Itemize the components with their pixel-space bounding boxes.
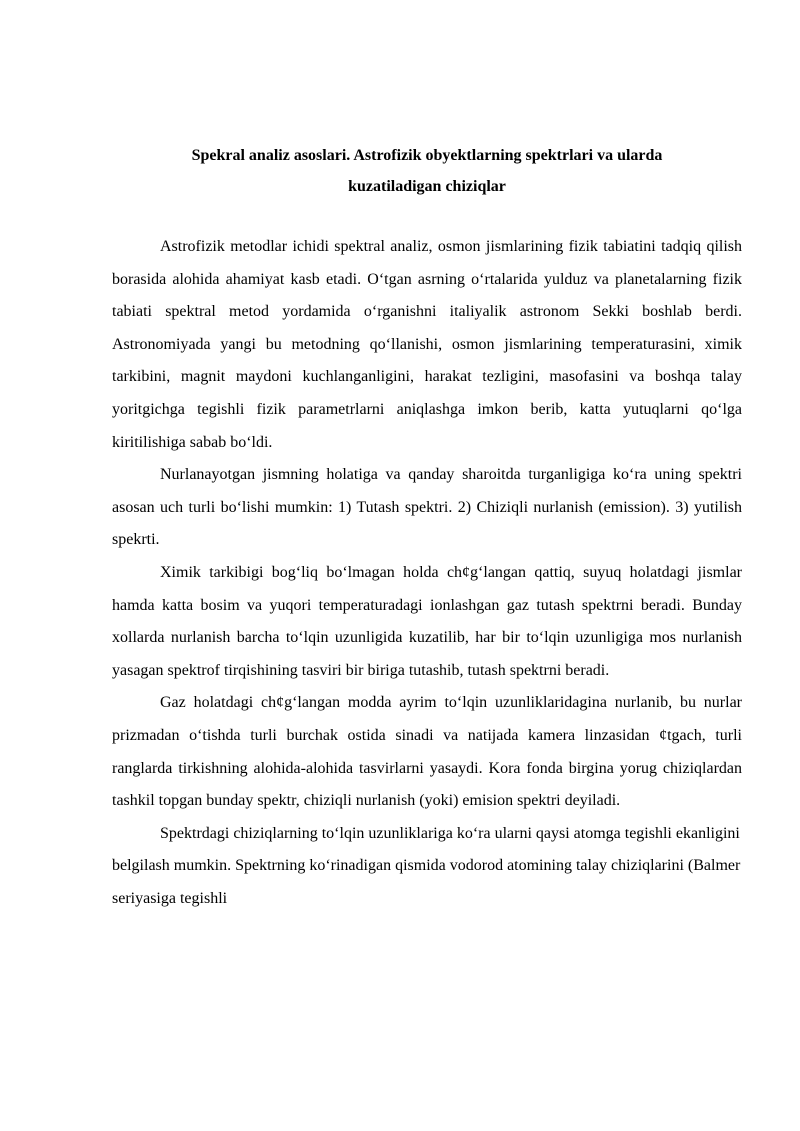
paragraph-5: Spektrdagi chiziqlarning to‘lqin uzunliklariga ko‘ra ularni qaysi atomga tegishli ekanligini belgilash mumkin. Spektrning ko‘rinadigan qismida vodorod atomining talay chiziqlarini (Balmer seriyasiga tegishli — [112, 824, 741, 907]
title-line-1: Spekral analiz asoslari. Astrofizik obyektlarning spektrlari va ularda — [191, 147, 663, 164]
paragraph-2: Nurlanayotgan jismning holatiga va qanday sharoitda turganligiga ko‘ra uning spektri asosan uch turli bo‘lishi mumkin: 1) Tutash spektri. 2) Chiziqli nurlanish (emission). 3) yutilish spekrti. — [112, 466, 742, 549]
document-title — [112, 140, 742, 202]
paragraph-4: Gaz holatdagi ch¢g‘langan modda ayrim to‘lqin uzunliklaridagina nurlanib, bu nurlar prizmadan o‘tishda turli burchak ostida sinadi va natijada kamera linzasidan ¢tgach, turli ranglarda tirkishning alohida-alohida tasvirlarni yasaydi. Kora fonda birgina yorug chiziqlardan tashkil topgan bunday spektr, chiziqli nurlanish (yoki) emision spektri deyiladi. — [112, 694, 742, 810]
title-line-2: kuzatiladigan chiziqlar — [348, 178, 506, 195]
paragraph-3: Ximik tarkibigi bog‘liq bo‘lmagan holda ch¢g‘langan qattiq, suyuq holatdagi jismlar hamda katta bosim va yuqori temperaturadagi ionlashgan gaz tutash spektrni beradi. Bunday xollarda nurlanish barcha to‘lqin uzunligida kuzatilib, har bir to‘lqin uzunligiga mos nurlanish yasagan spektrof tirqishining tasviri bir biriga tutashib, tutash spektrni beradi. — [112, 563, 742, 679]
paragraph-1: Astrofizik metodlar ichidi spektral analiz, osmon jismlarining fizik tabiatini tadqiq qilish borasida alohida ahamiyat kasb etadi. O‘tgan asrning o‘rtalarida yulduz va planetalarning fizik tabiati spektral metod yordamida o‘rganishni italiyalik astronom Sekki boshlab berdi. Astronomiyada yangi bu metodning qo‘llanishi, osmon jismlarining temperaturasini, ximik tarkibini, magnit maydoni kuchlanganligini, harakat tezligini, masofasini va boshqa talay yoritgichga tegishli fizik parametrlarni aniqlashga imkon berib, katta yutuqlarni qo‘lga kiritilishiga sabab bo‘ldi. — [112, 238, 742, 451]
document-body — [112, 231, 742, 915]
